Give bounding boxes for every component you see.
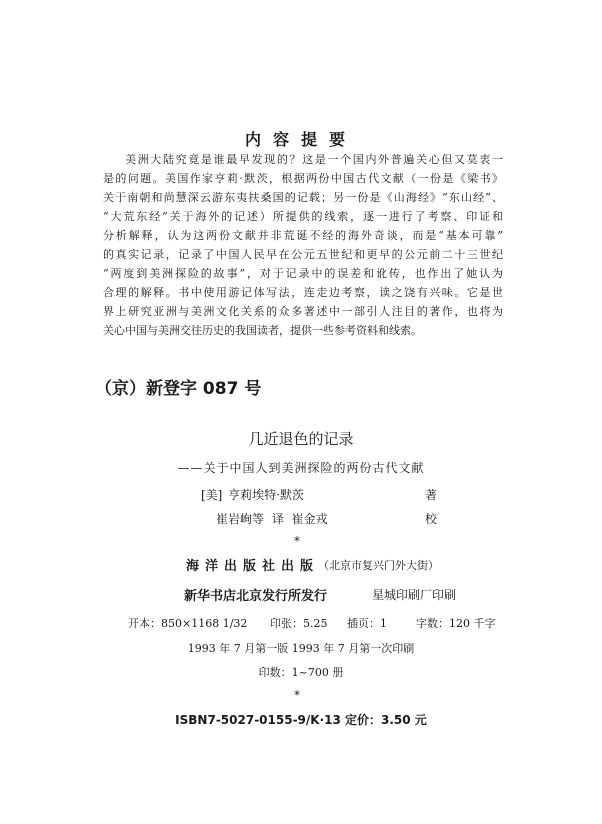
translator-names: 崔岩峋等 译 崔金戎 xyxy=(216,512,328,526)
summary-line: 关于南朝和尚慧深云游东夷扶桑国的记载；另一份是《山海经》“东山经”、 xyxy=(103,191,503,204)
publisher-address: （北京市复兴门外大街） xyxy=(318,559,439,572)
edition-info: 1993 年 7 月第一版 1993 年 7 月第一次印刷 xyxy=(187,642,415,655)
summary-line: 分析解释，认为这两份文献并非荒诞不经的海外奇谈，而是“基本可靠” xyxy=(103,229,503,242)
printer: 星城印刷厂印刷 xyxy=(372,588,457,602)
format-spec: 开本：850×1168 1/32 xyxy=(128,617,248,630)
publisher-name: 海洋出版社出版 xyxy=(186,559,320,574)
summary-line: 界上研究亚洲与美洲文化关系的众多著述中一部引人注目的著作，也将为 xyxy=(103,305,503,318)
summary-line: 合理的解释。书中使用游记体写法，连走边考察，读之饶有兴味。它是世 xyxy=(103,286,503,299)
summary-line: “两度到美洲探险的故事”，对于记录中的误差和讹传，也作出了她认为 xyxy=(103,267,503,280)
insert-spec: 插页：1 xyxy=(347,617,387,630)
registration-number: （京）新登字 087 号 xyxy=(95,379,262,399)
author-role: 著 xyxy=(425,488,438,502)
separator-star: * xyxy=(294,688,300,702)
author-name: [美] 亨莉埃特·默茨 xyxy=(201,488,304,502)
word-count-spec: 字数：120 千字 xyxy=(416,617,496,630)
summary-line: “大荒东经”关于海外的记述）所提供的线索，逐一进行了考察、印证和 xyxy=(103,210,503,223)
sheets-spec: 印张：5.25 xyxy=(270,617,328,630)
reviser-role: 校 xyxy=(425,512,438,526)
separator-star: * xyxy=(294,534,300,548)
print-run: 印数：1~700 册 xyxy=(258,666,344,679)
isbn-price: ISBN7-5027-0155-9/K·13 定价：3.50 元 xyxy=(175,713,427,727)
summary-paragraph xyxy=(103,150,503,340)
summary-line: 是的问题。美国作家亨莉·默茨，根据两份中国古代文献（一份是《梁书》 xyxy=(103,172,503,185)
book-subtitle: ——关于中国人到美洲探险的两份古代文献 xyxy=(177,461,425,475)
summary-line: 的真实记录，记录了中国人民早在公元五世纪和更早的公元前二十三世纪 xyxy=(103,248,503,261)
book-title: 几近退色的记录 xyxy=(248,430,354,448)
summary-line: 美洲大陆究竟是谁最早发现的？这是一个国内外普遍关心但又莫衷一 xyxy=(125,153,503,166)
summary-heading: 内容提要 xyxy=(244,130,357,149)
summary-line: 关心中国与美洲交往历史的我国读者，提供一些参考资料和线索。 xyxy=(103,324,422,337)
distributor: 新华书店北京发行所发行 xyxy=(184,589,328,604)
